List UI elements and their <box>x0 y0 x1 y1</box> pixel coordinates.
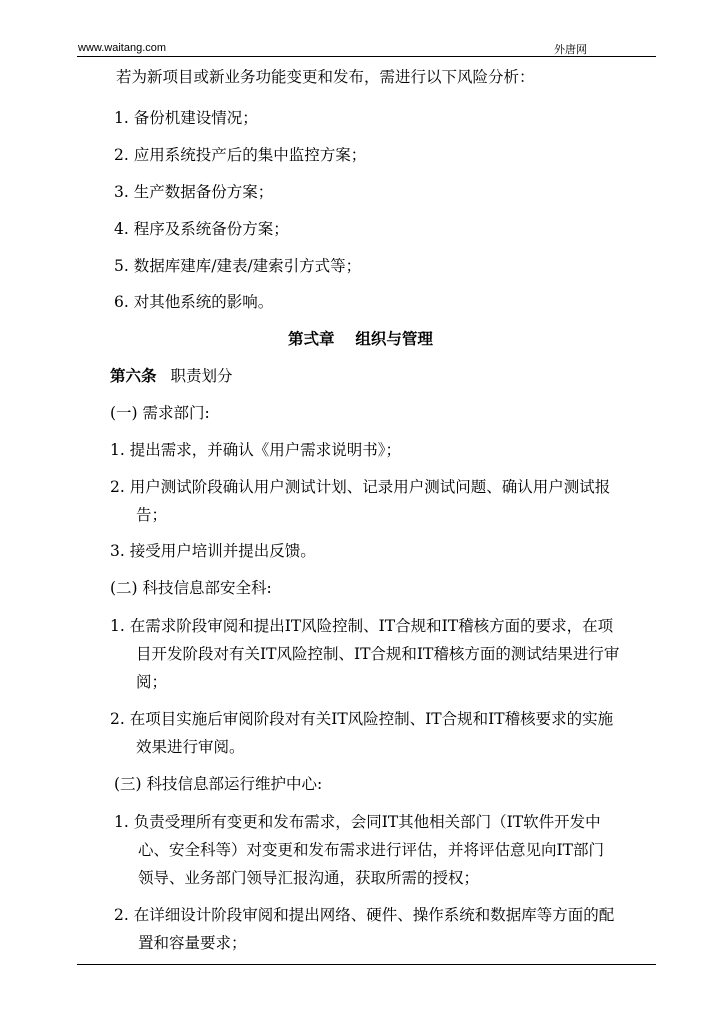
risk-item: 1. 备份机建设情况； <box>114 109 258 127</box>
intro-paragraph: 若为新项目或新业务功能变更和发布，需进行以下风险分析： <box>116 68 535 86</box>
section-item: 1. 负责受理所有变更和发布需求，会同IT其他相关部门（IT软件开发中 <box>114 813 601 831</box>
section-item-cont: 心、安全科等）对变更和发布需求进行评估，并将评估意见向IT部门 <box>138 841 604 859</box>
section-item: 1. 提出需求，并确认《用户需求说明书》； <box>110 441 401 459</box>
section-item-cont: 告； <box>136 506 168 524</box>
article-title: 职责划分 <box>170 367 233 385</box>
section-item: 2. 在详细设计阶段审阅和提出网络、硬件、操作系统和数据库等方面的配 <box>114 906 615 924</box>
footer-rule <box>77 964 656 965</box>
section-title: (一) 需求部门: <box>110 404 210 422</box>
section-item-cont: 置和容量要求； <box>138 934 247 952</box>
section-item-cont: 阅； <box>136 673 168 691</box>
article-heading <box>110 366 233 386</box>
section-title: (二) 科技信息部安全科: <box>110 579 272 597</box>
section-item-cont: 效果进行审阅。 <box>136 738 245 756</box>
section-item: 2. 用户测试阶段确认用户测试计划、记录用户测试问题、确认用户测试报 <box>110 478 611 496</box>
article-label: 第六条 <box>110 366 157 385</box>
section-item: 1. 在需求阶段审阅和提出IT风险控制、IT合规和IT稽核方面的要求，在项 <box>110 617 614 635</box>
header-rule <box>77 56 656 57</box>
risk-item: 2. 应用系统投产后的集中监控方案； <box>114 146 367 164</box>
section-item-cont: 领导、业务部门领导汇报沟通，获取所需的授权； <box>138 869 480 887</box>
chapter-title: 第弍章 组织与管理 <box>288 329 433 348</box>
header-site-url: www.waitang.com <box>78 42 167 54</box>
risk-item: 4. 程序及系统备份方案； <box>114 220 289 238</box>
risk-item: 3. 生产数据备份方案； <box>114 183 274 201</box>
section-item: 2. 在项目实施后审阅阶段对有关IT风险控制、IT合规和IT稽核要求的实施 <box>110 710 614 728</box>
risk-item: 6. 对其他系统的影响。 <box>114 293 274 311</box>
header-site-name: 外唐网 <box>554 43 587 56</box>
risk-item: 5. 数据库建库/建表/建索引方式等； <box>114 257 362 275</box>
section-title: (三) 科技信息部运行维护中心: <box>114 775 323 793</box>
section-item-cont: 目开发阶段对有关IT风险控制、IT合规和IT稽核方面的测试结果进行审 <box>136 645 620 663</box>
section-item: 3. 接受用户培训并提出反馈。 <box>110 542 316 560</box>
